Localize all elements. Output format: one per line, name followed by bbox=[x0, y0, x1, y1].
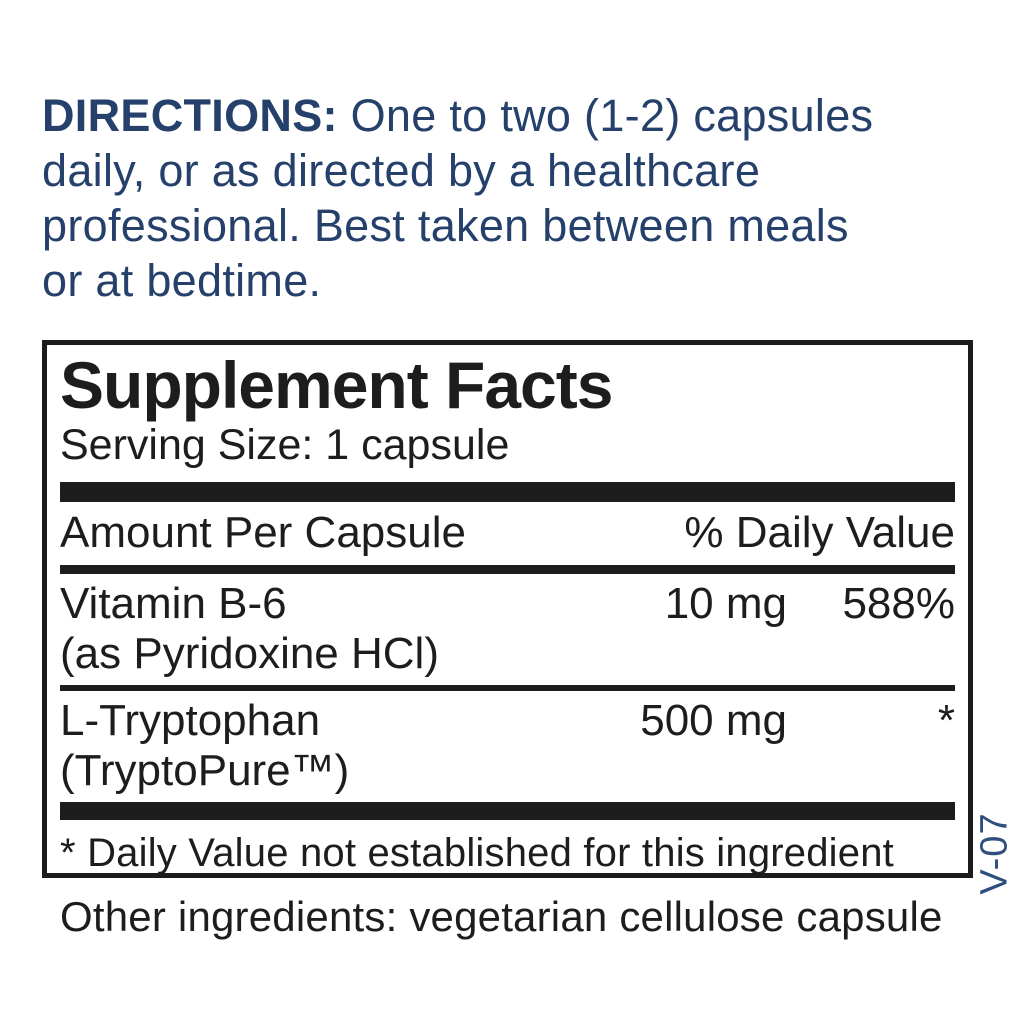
other-ingredients: Other ingredients: vegetarian cellulose capsule bbox=[60, 893, 943, 940]
directions-label: DIRECTIONS: bbox=[42, 90, 338, 141]
nutrient-row-l-tryptophan bbox=[60, 691, 955, 802]
serving-size: Serving Size: 1 capsule bbox=[60, 421, 510, 469]
divider-thick-top bbox=[60, 482, 955, 502]
header-amount-per-capsule: Amount Per Capsule bbox=[60, 508, 466, 557]
version-code: V-07 bbox=[973, 812, 1016, 895]
directions-line-2: daily, or as directed by a healthcare bbox=[42, 145, 761, 196]
directions-line-4: or at bedtime. bbox=[42, 255, 322, 306]
nutrient-name bbox=[60, 579, 572, 679]
nutrient-name-main: L-Tryptophan bbox=[60, 696, 321, 745]
directions-text-1: One to two (1-2) capsules bbox=[350, 90, 874, 141]
supplement-facts-panel bbox=[42, 340, 973, 878]
nutrient-row-vitamin-b6 bbox=[60, 574, 955, 685]
nutrient-name-main: Vitamin B-6 bbox=[60, 579, 287, 628]
daily-value-footnote: * Daily Value not established for this ingredient bbox=[60, 831, 894, 875]
header-percent-daily-value: % Daily Value bbox=[684, 508, 955, 557]
facts-header-row bbox=[60, 502, 955, 565]
nutrient-amount: 10 mg bbox=[664, 579, 787, 628]
nutrient-name bbox=[60, 696, 572, 796]
directions-paragraph bbox=[42, 88, 982, 308]
supplement-facts-title: Supplement Facts bbox=[60, 348, 613, 422]
divider-medium bbox=[60, 565, 955, 574]
directions-line-3: professional. Best taken between meals bbox=[42, 200, 849, 251]
directions-line-1 bbox=[42, 88, 982, 143]
divider-thick-bottom bbox=[60, 802, 955, 820]
nutrient-amount: 500 mg bbox=[640, 696, 787, 745]
nutrient-daily-value: 588% bbox=[842, 579, 955, 628]
nutrient-name-sub: (TryptoPure™) bbox=[60, 746, 350, 795]
nutrient-daily-value: * bbox=[937, 696, 955, 745]
nutrient-name-sub: (as Pyridoxine HCl) bbox=[60, 629, 439, 678]
